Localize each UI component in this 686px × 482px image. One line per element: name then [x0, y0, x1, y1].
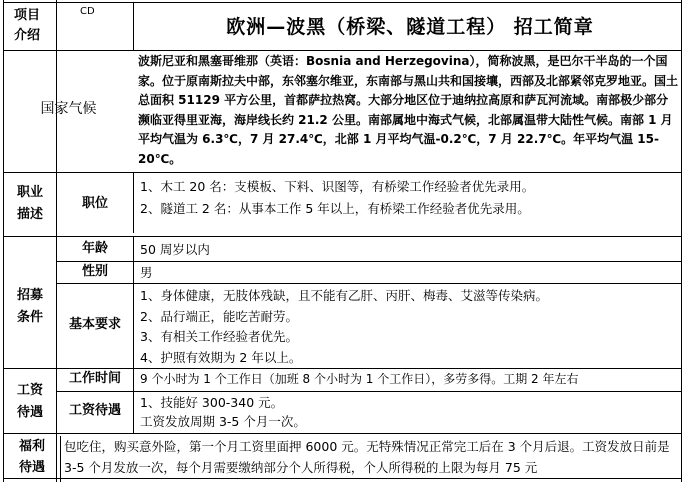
page-title: 欧洲—波黑（桥梁、隧道工程） 招工简章 [226, 16, 594, 38]
row-divider-hours [57, 391, 682, 392]
age-value: 50 周岁以内 [140, 242, 210, 257]
wage-line: 1、技能好 300-340 元。 [140, 395, 284, 410]
table-divider-col2a [133, 172, 134, 233]
country-description: 波斯尼亚和黑塞哥维那（英语：Bosnia and Herzegovina），简称波黑，是巴尔干半岛的一个国家。位于原南斯拉夫中部，东邻塞尔维亚，东南部与黑山共和国接壤，西部及北部紧邻克罗地亚。国土总面积 51129 平方公里，首都萨拉热窝。大部分地区位于迪纳拉高原和萨瓦河流域。南部极少部分濒临亚得里亚海，海岸线长约 21.2 公里。南部属地中海式气候，北部属温带大陆性气候。南部 1 月平均气温为 6.3℃，7 月 27.4℃，北部 1 月平均气温-0.2℃，7 月 22.7℃。年平均气温 15-20℃。 [138, 54, 679, 166]
recruit-label [4, 285, 56, 329]
table-border-right [681, 0, 682, 482]
pay-label-text: 工资待遇 [16, 383, 43, 420]
row-divider-welfare [3, 478, 682, 479]
requirement-item: 4、护照有效期为 2 年以上。 [140, 349, 302, 365]
job-list [140, 176, 680, 234]
header-label-text: 项目介绍 [14, 8, 41, 43]
table-border-top [3, 2, 682, 3]
requirement-item: 2、品行端正，能吃苦耐劳。 [140, 308, 298, 324]
row-divider-country [3, 172, 682, 173]
country-label: 国家气候 [40, 101, 97, 117]
row-divider-gender [57, 283, 682, 284]
row-divider-header [3, 50, 682, 51]
requirement-item: 1、身体健康，无肢体残缺，且不能有乙肝、丙肝、梅毒、艾滋等传染病。 [140, 288, 548, 303]
welfare-label-text: 福利待遇 [18, 439, 45, 475]
job-label-text: 职业描述 [16, 185, 43, 222]
gender-label: 性别 [81, 264, 108, 279]
hours-label: 工作时间 [68, 371, 121, 386]
job-sublabel: 职位 [81, 196, 108, 211]
requirement-item: 3、有相关工作经验者优先。 [140, 329, 298, 344]
header-code: CD [80, 6, 95, 17]
row-divider-pay [3, 433, 682, 434]
job-item-tunnel: 2、隧道工 2 名：从事本工作 5 年以上，有桥梁工作经验者优先录用。 [140, 201, 530, 216]
table-divider-col2c [60, 436, 61, 482]
hours-value: 9 个小时为 1 个工作日（加班 8 个小时为 1 个工作日），多劳多得。工期 2 年左右 [140, 372, 579, 386]
age-label: 年龄 [81, 241, 108, 256]
job-label [4, 182, 56, 226]
header-label [4, 6, 56, 46]
table-divider-code [133, 2, 134, 50]
requirements-label: 基本要求 [68, 317, 121, 332]
requirements-list [140, 286, 680, 368]
gender-value: 男 [140, 265, 153, 280]
table-divider-col2b [133, 237, 134, 434]
wage-line: 工资发放周期 3-5 个月一次。 [140, 414, 306, 429]
row-divider-job [3, 236, 682, 237]
row-divider-req [3, 368, 682, 369]
job-item-carpenter: 1、木工 20 名：支模板、下料、识图等，有桥梁工作经验者优先录用。 [140, 179, 535, 194]
pay-label [4, 380, 56, 424]
row-divider-age [57, 261, 682, 262]
welfare-label [4, 436, 60, 478]
welfare-text: 包吃住，购买意外险，第一个月工资里面押 6000 元。无特殊情况正常完工后在 3 个月后退。工资发放日前是 3-5 个月发放一次，每个月需要缴纳部分个人所得税，个人所得税的上限为每月 75 元 [64, 439, 670, 475]
recruit-label-text: 招募条件 [16, 288, 43, 325]
wage-label: 工资待遇 [68, 403, 121, 418]
wage-list [140, 393, 680, 433]
